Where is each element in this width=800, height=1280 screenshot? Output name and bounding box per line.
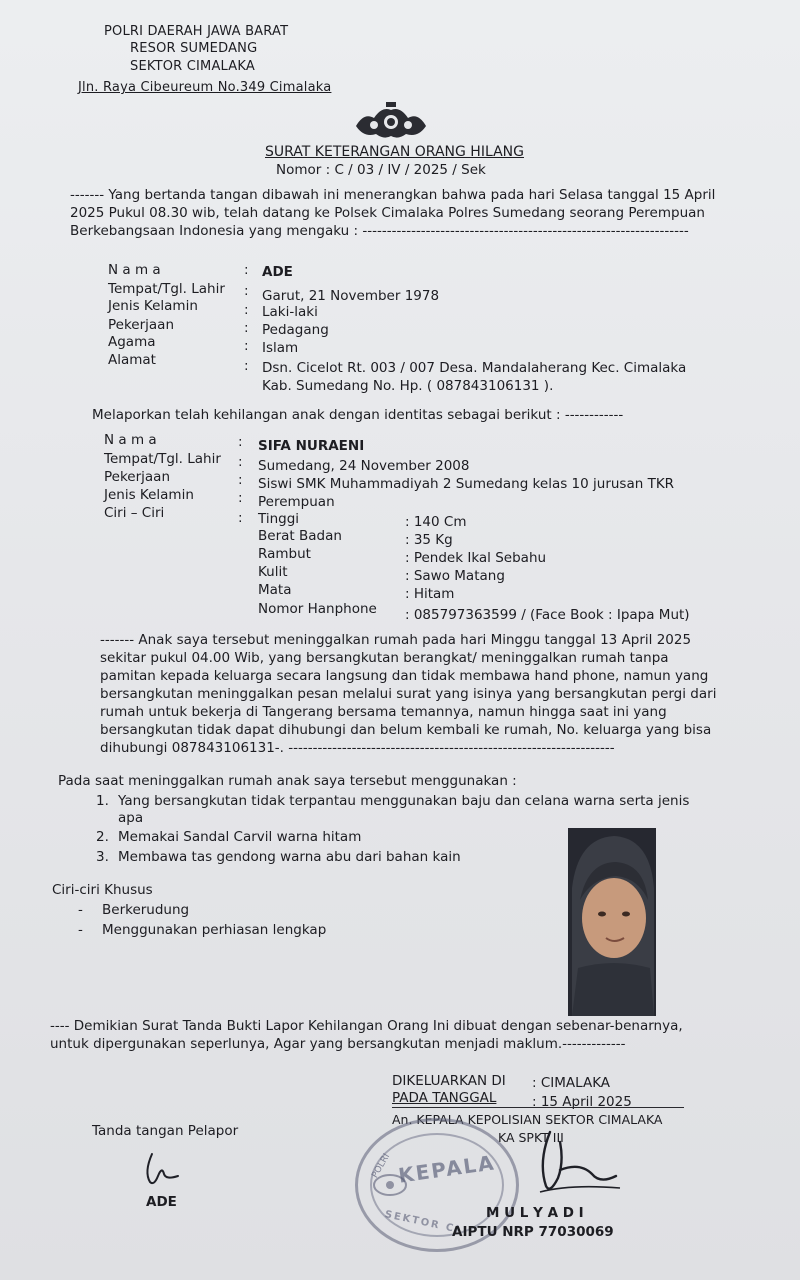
narrative-line-2: sekitar pukul 04.00 Wib, yang bersangkutan berangkat/ meninggalkan rumah tanpa xyxy=(100,650,669,666)
missing-value-name: SIFA NURAENI xyxy=(258,438,365,454)
trait-value-skin: : Sawo Matang xyxy=(405,568,505,584)
clothing-item-number: 2. xyxy=(96,829,109,845)
trait-label-eyes: Mata xyxy=(258,582,292,598)
issued-place-value: : CIMALAKA xyxy=(532,1075,611,1091)
stamp-text: KEPALA xyxy=(396,1150,497,1188)
special-feature-text: Menggunakan perhiasan lengkap xyxy=(102,922,327,938)
colon: : xyxy=(238,454,243,470)
clothing-item-text-cont: apa xyxy=(118,810,144,826)
colon: : xyxy=(238,472,243,488)
officer-subtitle: KA SPKT III xyxy=(498,1130,564,1145)
officer-name: M U L Y A D I xyxy=(486,1205,584,1221)
divider xyxy=(392,1107,684,1108)
missing-person-photo xyxy=(568,828,656,1016)
clothing-item-text: Membawa tas gendong warna abu dari bahan kain xyxy=(118,849,461,865)
stamp-emblem-icon xyxy=(372,1171,408,1199)
trait-label-weight: Berat Badan xyxy=(258,528,342,544)
officer-signature-icon xyxy=(520,1122,630,1206)
reporter-label-religion: Agama xyxy=(108,334,156,350)
trait-label-height: Tinggi xyxy=(258,511,300,527)
issued-date-value: : 15 April 2025 xyxy=(532,1094,632,1110)
trait-value-eyes: : Hitam xyxy=(405,586,455,602)
header-line-3: SEKTOR CIMALAKA xyxy=(130,59,255,74)
colon: : xyxy=(244,302,249,318)
trait-value-hair: : Pendek Ikal Sebahu xyxy=(405,550,547,566)
closing-line-1: ---- Demikian Surat Tanda Bukti Lapor Kehilangan Orang Ini dibuat dengan sebenar-benarnya, xyxy=(50,1018,683,1034)
intro-line-3: Berkebangsaan Indonesia yang mengaku : ------------------------------------------------------------------- xyxy=(70,223,689,239)
missing-label-birth: Tempat/Tgl. Lahir xyxy=(104,451,221,467)
clothing-item-text: Yang bersangkutan tidak terpantau menggunakan baju dan celana warna serta jenis xyxy=(118,793,690,809)
narrative-line-5: rumah untuk bekerja di Tangerang bersama temannya, namun hingga saat ini yang xyxy=(100,704,667,720)
intro-line-1: ------- Yang bertanda tangan dibawah ini menerangkan bahwa pada hari Selasa tanggal 15 April xyxy=(70,187,716,203)
narrative-line-6: bersangkutan tidak dapat dihubungi dan belum kembali ke rumah, No. keluarga yang bisa xyxy=(100,722,712,738)
person-photo-icon xyxy=(568,828,656,1016)
reporter-value-name: ADE xyxy=(262,264,293,280)
colon: : xyxy=(244,358,249,374)
colon: : xyxy=(244,338,249,354)
reporter-sign-name: ADE xyxy=(146,1194,177,1210)
missing-label-name: N a m a xyxy=(104,432,157,448)
stamp-top-text: POLRI xyxy=(370,1152,393,1180)
colon: : xyxy=(244,262,249,278)
issued-date-label: PADA TANGGAL xyxy=(392,1090,497,1106)
reporter-label-gender: Jenis Kelamin xyxy=(108,298,198,314)
narrative-line-4: bersangkutan meninggalkan pesan melalui surat yang isinya yang bersangkutan pergi dari xyxy=(100,686,717,702)
header-line-2: RESOR SUMEDANG xyxy=(130,41,258,56)
reporter-signature-icon xyxy=(138,1150,184,1190)
colon: : xyxy=(244,283,249,299)
missing-label-job: Pekerjaan xyxy=(104,469,171,485)
missing-label-gender: Jenis Kelamin xyxy=(104,487,194,503)
header-address: Jln. Raya Cibeureum No.349 Cimalaka xyxy=(78,80,332,95)
document-number: Nomor : C / 03 / IV / 2025 / Sek xyxy=(276,162,486,178)
stamp-bottom-text: SEKTOR CI xyxy=(383,1209,462,1236)
document-title: SURAT KETERANGAN ORANG HILANG xyxy=(265,144,524,160)
special-feature-text: Berkerudung xyxy=(102,902,190,918)
clothing-intro: Pada saat meninggalkan rumah anak saya tersebut menggunakan : xyxy=(58,773,517,789)
narrative-line-1: ------- Anak saya tersebut meninggalkan rumah pada hari Minggu tanggal 13 April 2025 xyxy=(100,632,692,648)
trait-value-weight: : 35 Kg xyxy=(405,532,453,548)
reporter-value-address-line-2: Kab. Sumedang No. Hp. ( 087843106131 ). xyxy=(262,378,554,394)
colon: : xyxy=(238,490,243,506)
reporter-label-address: Alamat xyxy=(108,352,156,368)
special-feature-dash: - xyxy=(78,902,83,918)
officer-rank: AIPTU NRP 77030069 xyxy=(452,1224,614,1240)
intro-line-2: 2025 Pukul 08.30 wib, telah datang ke Polsek Cimalaka Polres Sumedang seorang Perempuan xyxy=(70,205,705,221)
reporter-value-job: Pedagang xyxy=(262,322,329,338)
trait-label-phone: Nomor Hanphone xyxy=(258,601,377,617)
clothing-item-text: Memakai Sandal Carvil warna hitam xyxy=(118,829,362,845)
narrative-line-7: dihubungi 087843106131-. ------------------------------------------------------------------- xyxy=(100,740,615,756)
clothing-item-number: 1. xyxy=(96,793,109,809)
colon: : xyxy=(238,434,243,450)
special-feature-dash: - xyxy=(78,922,83,938)
police-emblem-icon xyxy=(352,100,430,142)
colon: : xyxy=(238,510,243,526)
closing-line-2: untuk dipergunakan seperlunya, Agar yang bersangkutan menjadi maklum.------------- xyxy=(50,1036,626,1052)
reporter-value-address: Dsn. Cicelot Rt. 003 / 007 Desa. Mandalaherang Kec. Cimalaka xyxy=(262,360,687,376)
trait-value-height: : 140 Cm xyxy=(405,514,467,530)
header-line-1: POLRI DAERAH JAWA BARAT xyxy=(104,24,289,39)
reporter-value-religion: Islam xyxy=(262,340,299,356)
report-statement: Melaporkan telah kehilangan anak dengan identitas sebagai berikut : ------------ xyxy=(92,407,624,423)
clothing-item-number: 3. xyxy=(96,849,109,865)
reporter-label-job: Pekerjaan xyxy=(108,317,175,333)
officer-title: An. KEPALA KEPOLISIAN SEKTOR CIMALAKA xyxy=(392,1112,663,1127)
reporter-value-birth: Garut, 21 November 1978 xyxy=(262,288,440,304)
missing-value-gender: Perempuan xyxy=(258,494,335,510)
trait-value-phone: : 085797363599 / (Face Book : Ipapa Mut) xyxy=(405,607,690,623)
issued-place-label: DIKELUARKAN DI xyxy=(392,1073,506,1089)
missing-value-birth: Sumedang, 24 November 2008 xyxy=(258,458,470,474)
missing-value-job: Siswi SMK Muhammadiyah 2 Sumedang kelas 10 jurusan TKR xyxy=(258,476,675,492)
colon: : xyxy=(244,320,249,336)
trait-label-hair: Rambut xyxy=(258,546,311,562)
trait-label-skin: Kulit xyxy=(258,564,288,580)
reporter-label-birth: Tempat/Tgl. Lahir xyxy=(108,281,225,297)
reporter-sign-label: Tanda tangan Pelapor xyxy=(92,1123,239,1139)
reporter-value-gender: Laki-laki xyxy=(262,304,318,320)
special-features-title: Ciri-ciri Khusus xyxy=(52,882,153,898)
missing-label-traits: Ciri – Ciri xyxy=(104,505,165,521)
narrative-line-3: pamitan kepada keluarga secara langsung dan tidak membawa hand phone, namun yang xyxy=(100,668,709,684)
reporter-label-name: N a m a xyxy=(108,262,161,278)
